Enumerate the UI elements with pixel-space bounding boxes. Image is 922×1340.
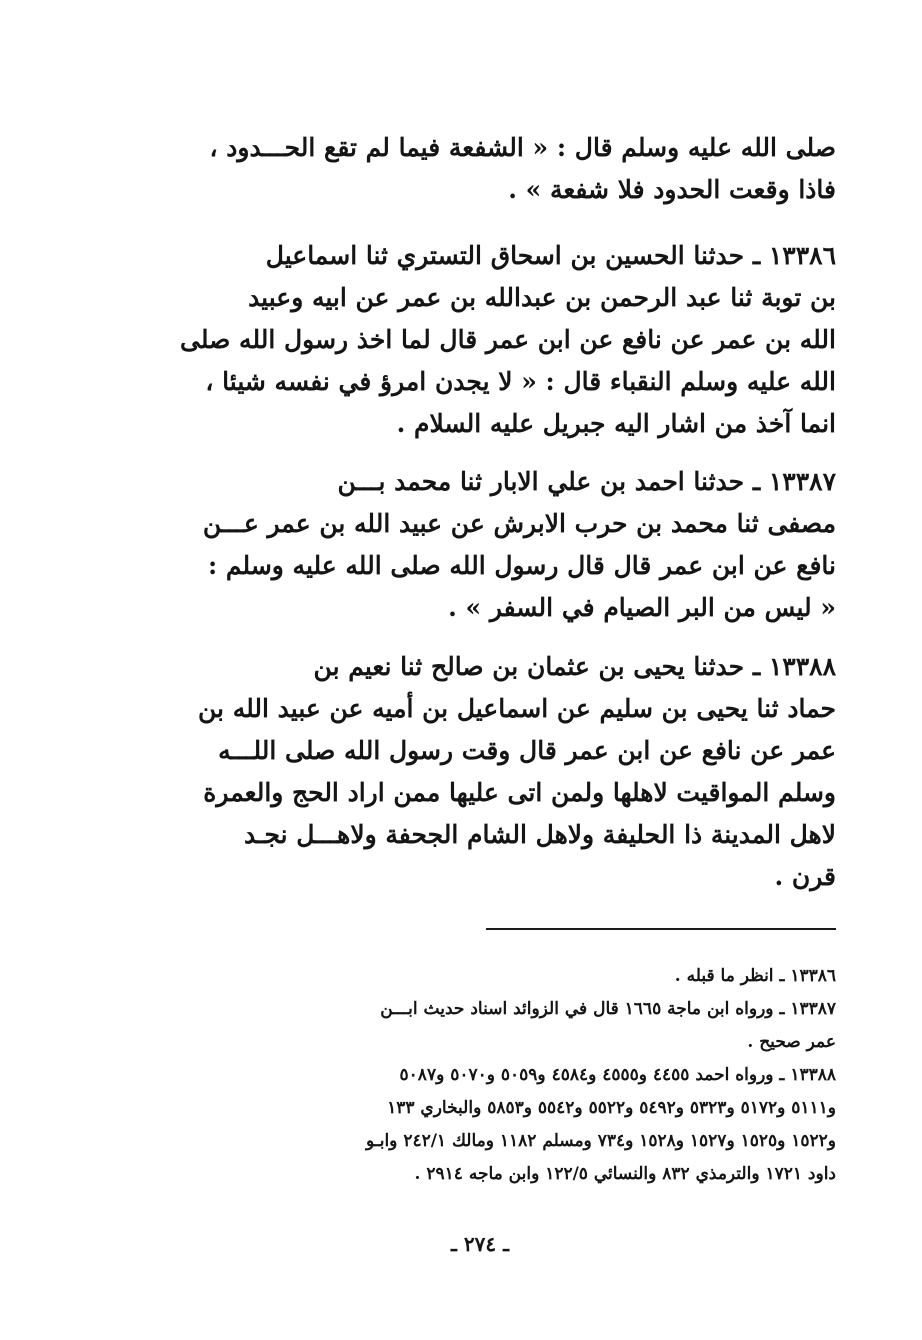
text-line: ١٣٣٨٧ ـ حدثنا احمد بن علي الابار ثنا محمد بـــن xyxy=(337,467,836,496)
footnote-line: ١٣٣٨٨ ـ ورواه احمد ٤٤٥٥ و٤٥٥٥ و٤٥٨٤ و٥٠٥٩ و٥٠٧٠ و٥٠٨٧ xyxy=(399,1065,836,1085)
footnote-line: و١٥٢٢ و١٥٢٥ و١٥٢٧ و١٥٢٨ و٧٣٤ ومسلم ١١٨٢ ومالك ٢٤٢/١ وابـو xyxy=(365,1131,836,1151)
text-line: عمر عن نافع عن ابن عمر قال وقت رسول الله صلى اللـــه xyxy=(218,736,836,765)
text-line: الله بن عمر عن نافع عن ابن عمر قال لما اخذ رسول الله صلى xyxy=(180,325,836,354)
text-line: الله عليه وسلم النقباء قال : « لا يجدن امرؤ في نفسه شيئا ، xyxy=(205,367,836,396)
text-line: « ليس من البر الصيام في السفر » . xyxy=(448,593,836,622)
text-line: بن توبة ثنا عبد الرحمن بن عبدالله بن عمر عن ابيه وعبيد xyxy=(248,283,836,312)
page-number: ـ ٢٧٤ ـ xyxy=(451,1232,509,1256)
footnote-line: ١٣٣٨٦ ـ انظر ما قبله . xyxy=(674,966,836,986)
text-line: مصفى ثنا محمد بن حرب الابرش عن عبيد الله بن عمر عـــن xyxy=(202,509,836,538)
text-block-continuation xyxy=(128,127,836,211)
text-line: فاذا وقعت الحدود فلا شفعة » . xyxy=(508,175,836,204)
hadith-13388 xyxy=(128,646,836,898)
footnote-line: عمر صحيح . xyxy=(747,1032,836,1052)
footnote-line: و٥١١١ و٥١٧٢ و٥٣٢٣ و٥٤٩٢ و٥٥٢٢ و٥٥٤٢ و٥٨٥٣ والبخاري ١٣٣ xyxy=(387,1098,836,1118)
text-line: قرن . xyxy=(774,862,836,891)
hadith-13387 xyxy=(128,461,836,629)
text-line: لاهل المدينة ذا الحليفة ولاهل الشام الجحفة ولاهـــل نجـد xyxy=(244,820,836,849)
footnote-divider xyxy=(486,928,836,930)
footnotes xyxy=(128,960,836,1191)
text-line: انما آخذ من اشار اليه جبريل عليه السلام . xyxy=(396,409,836,438)
text-line: نافع عن ابن عمر قال قال رسول الله صلى الله عليه وسلم : xyxy=(207,551,836,580)
text-line: ١٣٣٨٨ ـ حدثنا يحيى بن عثمان بن صالح ثنا نعيم بن xyxy=(313,652,836,681)
text-line: حماد ثنا يحيى بن سليم عن اسماعيل بن أميه عن عبيد الله بن xyxy=(198,694,836,723)
footnote-line: ١٣٣٨٧ ـ ورواه ابن ماجة ١٦٦٥ قال في الزوائد اسناد حديث ابـــن xyxy=(380,999,836,1019)
text-line: وسلم المواقيت لاهلها ولمن اتى عليها ممن اراد الحج والعمرة xyxy=(203,778,836,807)
hadith-13386 xyxy=(128,235,836,445)
text-line: ١٣٣٨٦ ـ حدثنا الحسين بن اسحاق التستري ثنا اسماعيل xyxy=(265,241,836,270)
footnote-line: داود ١٧٢١ والترمذي ٨٣٢ والنسائي ١٢٢/٥ وابن ماجه ٢٩١٤ . xyxy=(414,1164,836,1184)
text-line: صلى الله عليه وسلم قال : « الشفعة فيما لم تقع الحـــدود ، xyxy=(209,133,836,162)
